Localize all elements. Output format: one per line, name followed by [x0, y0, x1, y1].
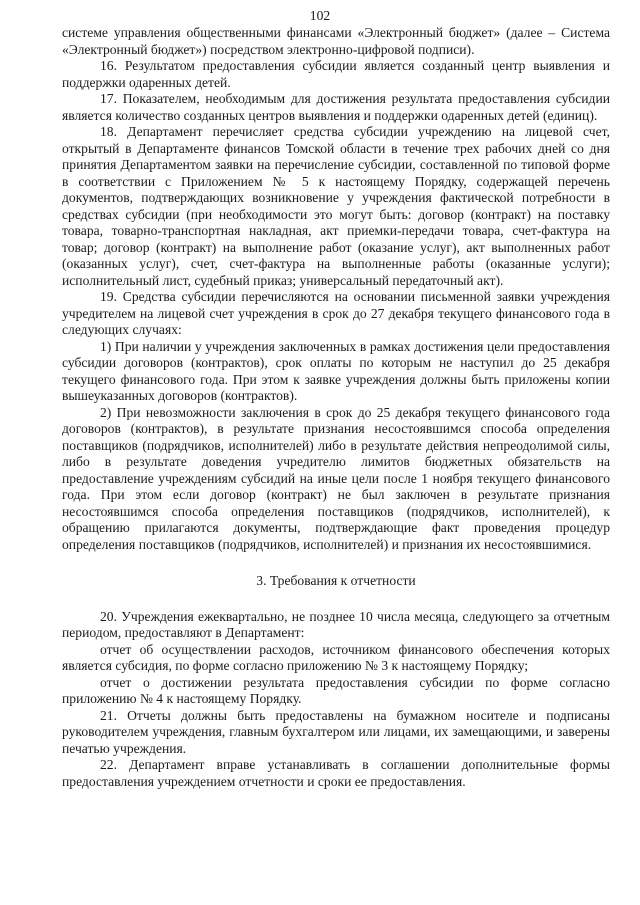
continuation-paragraph: системе управления общественными финансами «Электронный бюджет» (далее – Система «Электронный бюджет») посредством электронно-цифровой подписи). [62, 25, 610, 57]
paragraph-21: 21. Отчеты должны быть предоставлены на бумажном носителе и подписаны руководителем учреждения, главным бухгалтером или лицами, их замещающими, и заверены печатью учреждения. [62, 707, 610, 756]
paragraph-18: 18. Департамент перечисляет средства субсидии учреждению на лицевой счет, открытый в Департаменте финансов Томской области в течение трех рабочих дней со дня принятия Департаментом заявки на перечисление субсидии, составленной по типовой форме в соответствии с Приложением № 5 к настоящему Порядку, содержащей перечень документов, подтверждающих возникновение у учреждения фактической потребности в средствах субсидии (при необходимости это могут быть: договор (контракт) на поставку товара, товарно-транспортная накладная, акт приемки-передачи товара, счет-фактура на товар; договор (контракт) на выполнение работ (оказание услуг), акт выполненных работ (оказанных услуг), счет, счет-фактура на выполненные работы (оказанные услуги); исполнительный лист, судебный приказ; универсальный передаточный акт). [62, 124, 610, 288]
paragraph-19: 19. Средства субсидии перечисляются на основании письменной заявки учреждения учредителем на лицевой счет учреждения в срок до 27 декабря текущего финансового года в следующих случаях: [62, 289, 610, 337]
report-expenses-item: отчет об осуществлении расходов, источником финансового обеспечения которых является субсидия, по форме согласно приложению № 3 к настоящему Порядку; [62, 641, 610, 673]
list-item-2: 2) При невозможности заключения в срок до 25 декабря текущего финансового года договоров (контрактов), в результате признания несостоявшимся способа определения поставщиков (подрядчиков, исполнителей) либо в результате действия непреодолимой силы, либо в результате доведения учредителю лимитов бюджетных обязательств на предоставление учреждениям субсидий на иные цели после 1 ноября текущего финансового года. При этом если договор (контракт) не был заключен в результате признания несостоявшимся способа определения поставщиков (подрядчиков, исполнителей), к обращению прилагаются документы, подтверждающие факт проведения процедур определения поставщиков (подрядчиков, исполнителей) и признания их несостоявшимися. [62, 404, 610, 552]
paragraph-16: 16. Результатом предоставления субсидии является созданный центр выявления и поддержки одаренных детей. [62, 58, 610, 90]
report-result-item: отчет о достижении результата предоставления субсидии по форме согласно приложению № 4 к настоящему Порядку. [62, 674, 610, 706]
page-body [62, 25, 610, 790]
paragraph-17: 17. Показателем, необходимым для достижения результата предоставления субсидии является количество созданных центров выявления и поддержки одаренных детей (единиц). [62, 91, 610, 123]
paragraph-20: 20. Учреждения ежеквартально, не позднее 10 числа месяца, следующего за отчетным периодом, предоставляют в Департамент: [62, 608, 610, 640]
paragraph-22: 22. Департамент вправе устанавливать в соглашении дополнительные формы предоставления учреждением отчетности и сроки ее предоставления. [62, 757, 610, 789]
page-number: 102 [309, 8, 331, 23]
list-item-1: 1) При наличии у учреждения заключенных в рамках достижения цели предоставления субсидии договоров (контрактов), срок оплаты по которым не наступил до 25 декабря текущего финансового года. При этом к заявке учреждения должны быть приложены копии вышеуказанных договоров (контрактов). [62, 338, 610, 403]
section-heading: 3. Требования к отчетности [256, 573, 416, 588]
